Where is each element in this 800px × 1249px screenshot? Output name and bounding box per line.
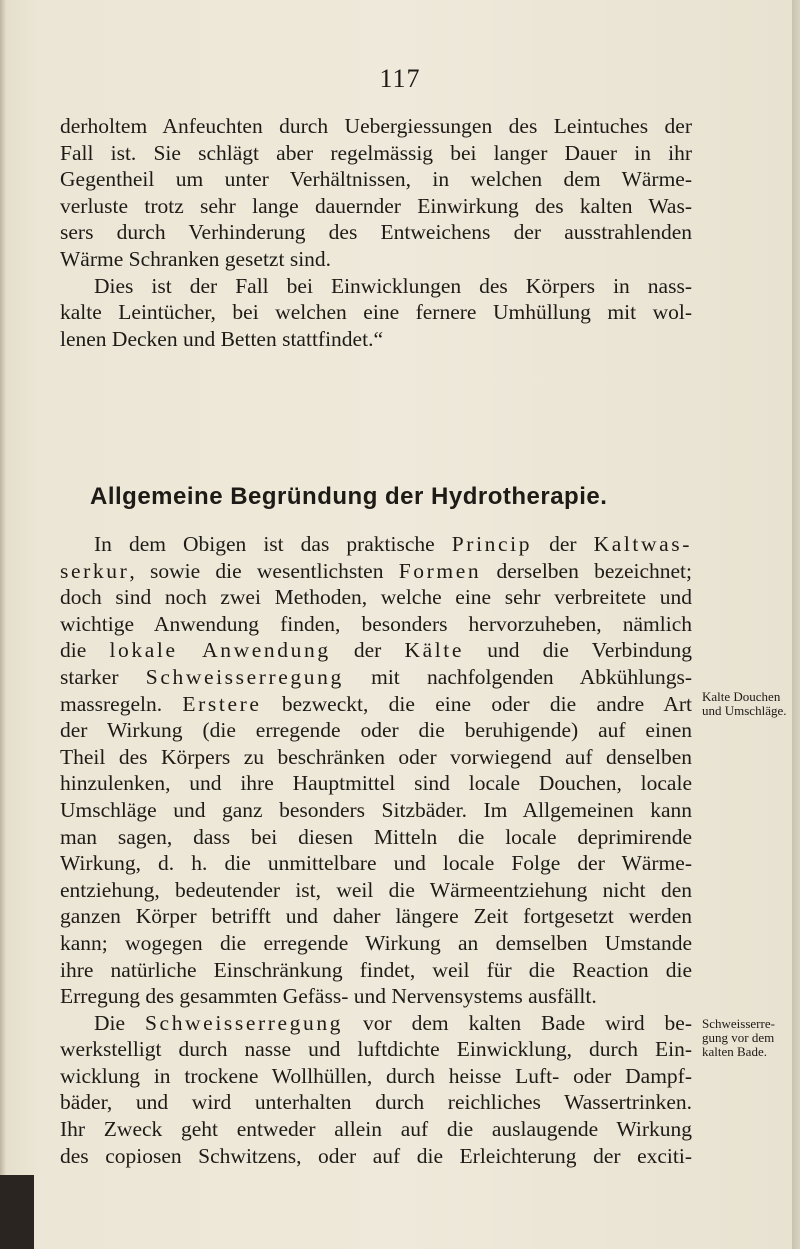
text-line: ihre natürliche Einschränkung findet, weil für die Reaction die	[60, 957, 692, 982]
binding-mark	[0, 1175, 34, 1249]
text-line: sers durch Verhinderung des Entweichens der ausstrahlenden	[60, 220, 692, 245]
text-block-main	[60, 531, 692, 1169]
emphasis-run: Schweisserregung	[145, 1010, 344, 1035]
paragraph-2	[60, 273, 692, 353]
text-line: hinzulenken, und ihre Hauptmittel sind locale Douchen, locale	[60, 771, 692, 796]
text-line: wichtige Anwendung finden, besonders hervorzuheben, nämlich	[60, 611, 692, 636]
text-line: bäder, und wird unterhalten durch reichliches Wassertrinken.	[60, 1090, 692, 1115]
page-number: 117	[379, 64, 421, 93]
text-line: Theil des Körpers zu beschränken oder vorwiegend auf denselben	[60, 744, 692, 769]
text-run: vor dem kalten Bade wird be-	[343, 1010, 692, 1035]
text-line: doch sind noch zwei Methoden, welche eine sehr verbreitete und	[60, 585, 692, 610]
text-line: Erregung des gesammten Gefäss- und Nervensystems ausfällt.	[60, 984, 597, 1009]
text-line: des copiosen Schwitzens, oder auf die Erleichterung der exciti-	[60, 1143, 692, 1168]
text-run: , sowie die wesentlichsten	[129, 558, 399, 583]
text-run: und die Verbindung	[464, 638, 692, 663]
margin-note-line: Kalte Douchen	[702, 689, 781, 704]
emphasis-run: Schweisserregung	[145, 664, 344, 689]
text-line	[60, 691, 692, 718]
emphasis-run: Kälte	[404, 638, 465, 663]
text-run: Die	[94, 1010, 145, 1035]
text-line	[60, 664, 692, 691]
text-run: der	[330, 638, 405, 663]
margin-note-line: gung vor dem	[702, 1030, 775, 1045]
text-line: kalte Leintücher, bei welchen eine fernere Umhüllung mit wol-	[60, 300, 692, 325]
emphasis-run: serkur	[60, 558, 130, 583]
emphasis-run: Kaltwas-	[593, 532, 693, 556]
text-run: derselben bezeichnet;	[481, 558, 692, 583]
margin-note-line: und Umschläge.	[702, 703, 787, 718]
paragraph-3	[60, 531, 692, 1010]
margin-note-line: kalten Bade.	[702, 1044, 767, 1059]
emphasis-run: lokale Anwendung	[109, 638, 331, 663]
text-line: ganzen Körper betrifft und daher längere Zeit fortgesetzt werden	[60, 904, 692, 929]
text-line: Gegentheil um unter Verhältnissen, in welchen dem Wärme-	[60, 167, 692, 192]
text-line: der Wirkung (die erregende oder die beruhigende) auf einen	[60, 718, 692, 743]
text-line: Wärme Schranken gesetzt sind.	[60, 246, 332, 271]
text-line: kann; wogegen die erregende Wirkung an demselben Umstande	[60, 930, 692, 955]
section-heading: Allgemeine Begründung der Hydrotherapie.	[90, 483, 608, 510]
text-line: verluste trotz sehr lange dauernder Einwirkung des kalten Was-	[60, 193, 692, 218]
emphasis-run: Formen	[398, 558, 482, 583]
page-left-edge	[0, 0, 6, 1249]
text-line: lenen Decken und Betten stattfindet.“	[60, 326, 383, 351]
text-line: Ihr Zweck geht entweder allein auf die auslaugende Wirkung	[60, 1117, 692, 1142]
paragraph-4	[60, 1010, 692, 1170]
text-run: die	[60, 638, 110, 663]
margin-note-line: Schweisserre-	[702, 1016, 775, 1031]
margin-note-douchen	[702, 690, 800, 718]
emphasis-run: Princip	[451, 532, 533, 556]
text-run: massregeln.	[60, 691, 183, 716]
text-line	[60, 1010, 692, 1037]
text-line: derholtem Anfeuchten durch Uebergiessungen des Leintuches der	[60, 114, 692, 138]
text-run: der	[532, 532, 594, 556]
page-right-edge	[792, 0, 800, 1249]
text-run: In dem Obigen ist das praktische	[94, 532, 452, 556]
text-line	[60, 558, 692, 585]
text-line: man sagen, dass bei diesen Mitteln die locale deprimirende	[60, 824, 692, 849]
text-line: Dies ist der Fall bei Einwicklungen des Körpers in nass-	[94, 273, 692, 298]
text-line: Wirkung, d. h. die unmittelbare und locale Folge der Wärme-	[60, 851, 692, 876]
text-line: entziehung, bedeutender ist, weil die Wärmeentziehung nicht den	[60, 877, 692, 902]
text-run: bezweckt, die eine oder die andre Art	[261, 691, 693, 716]
text-run: starker	[60, 664, 146, 689]
paragraph-1	[60, 113, 692, 273]
text-line	[60, 531, 692, 558]
text-block-top	[60, 113, 692, 352]
text-run: mit nachfolgenden Abkühlungs-	[343, 664, 692, 689]
margin-note-schweisserregung	[702, 1017, 800, 1059]
text-line: Umschläge und ganz besonders Sitzbäder. Im Allgemeinen kann	[60, 797, 692, 822]
text-line: wicklung in trockene Wollhüllen, durch heisse Luft- oder Dampf-	[60, 1063, 692, 1088]
text-line: werkstelligt durch nasse und luftdichte Einwicklung, durch Ein-	[60, 1037, 692, 1062]
text-line	[60, 637, 692, 664]
text-line: Fall ist. Sie schlägt aber regelmässig bei langer Dauer in ihr	[60, 140, 692, 165]
emphasis-run: Erstere	[182, 691, 262, 716]
